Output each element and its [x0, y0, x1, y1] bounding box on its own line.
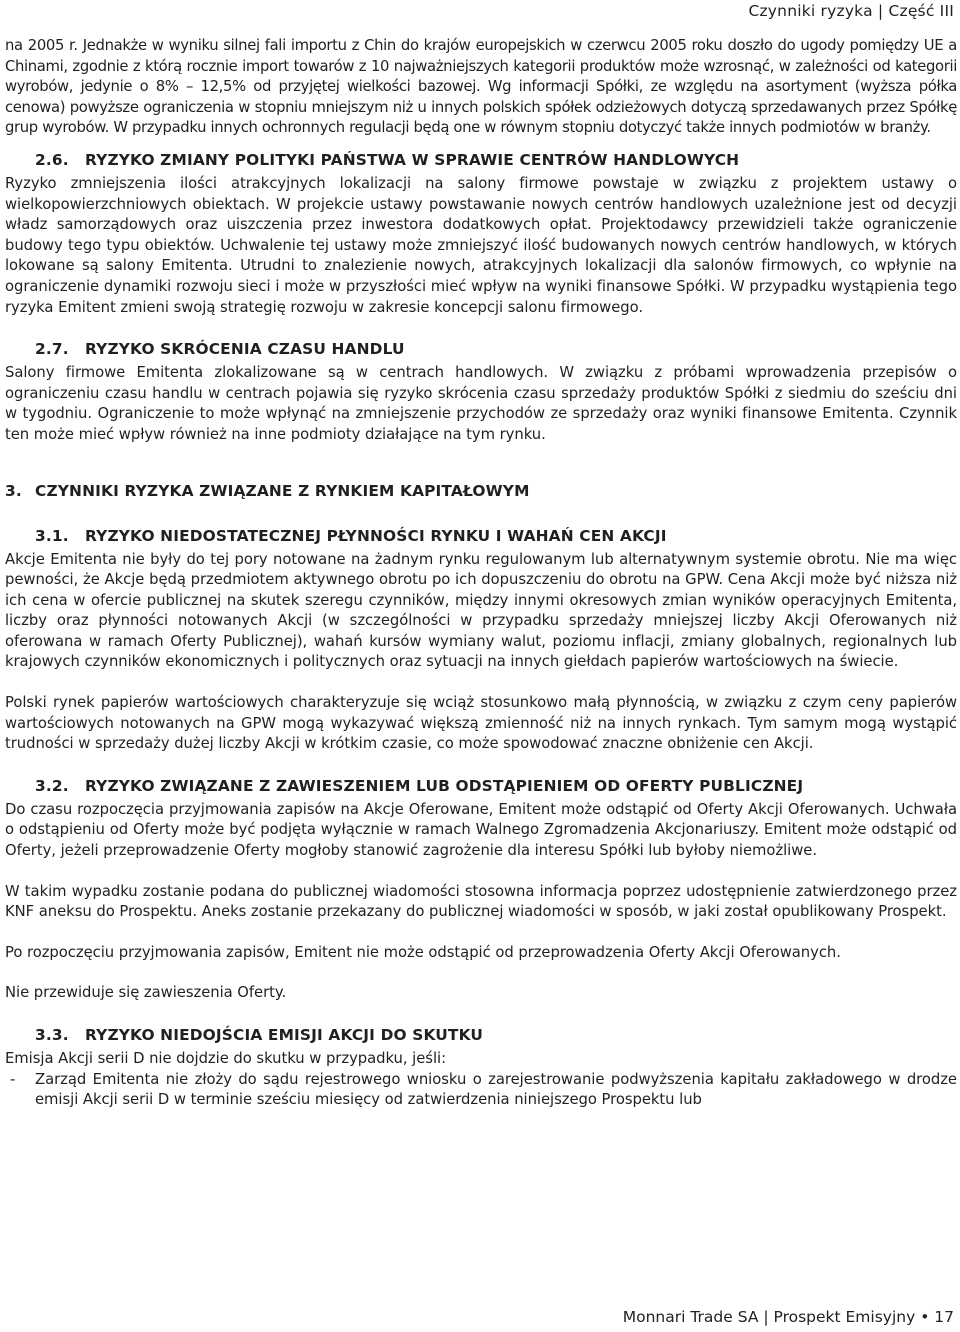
section-3-1-heading [5, 525, 957, 547]
list-item-text: Zarząd Emitenta nie złoży do sądu rejestrowego wniosku o zarejestrowanie podwyższenia kapitału zakładowego w drodze emisji Akcji serii D w terminie sześciu miesięcy od zatwierdzenia niniejszego Prospektu lub [35, 1070, 957, 1109]
section-number: 3.3. [35, 1026, 69, 1044]
section-title: RYZYKO NIEDOJŚCIA EMISJI AKCJI DO SKUTKU [85, 1026, 484, 1044]
section-number: 3.2. [35, 776, 69, 795]
running-footer: Monnari Trade SA | Prospekt Emisyjny • 17 [622, 1308, 954, 1326]
section-number: 3. [5, 481, 22, 500]
section-title: RYZYKO ZMIANY POLITYKI PAŃSTWA W SPRAWIE CENTRÓW HANDLOWYCH [85, 150, 740, 169]
section-2-6-heading [5, 149, 957, 171]
section-3-heading [5, 480, 957, 502]
intro-paragraph: na 2005 r. Jednakże w wyniku silnej fali importu z Chin do krajów europejskich w czerwcu 2005 roku doszło do ugody pomiędzy UE a Chinami, zgodnie z którą rocznie import towarów z 10 najważniejszych kategorii produktów może wzrosnąć, w zależności od kategorii wyrobów, jedynie o 8% – 12,5% od przyjętej wielkości bazowej. Wg informacji Spółki, ze względu na asortyment (wyższa półka cenowa) powyższe ograniczenia w stopniu mniejszym niż u innych polskich spółek odzieżowych dotyczą sprzedawanych przez Spółkę grup wyrobów. W przypadku innych ochronnych regulacji będą one w równym stopniu dotyczyć także innych podmiotów w branży. [5, 37, 957, 137]
section-3-2-paragraph-3: Po rozpoczęciu przyjmowania zapisów, Emitent nie może odstąpić od przeprowadzenia Oferty Akcji Oferowanych. [5, 943, 841, 961]
section-number: 2.7. [35, 340, 69, 359]
section-title: RYZYKO SKRÓCENIA CZASU HANDLU [85, 340, 405, 359]
section-2-7-heading [5, 338, 957, 360]
section-3-2-heading [5, 775, 957, 797]
list-dash: - [10, 1070, 16, 1088]
section-title: CZYNNIKI RYZYKA ZWIĄZANE Z RYNKIEM KAPITAŁOWYM [35, 481, 530, 500]
running-header: Czynniki ryzyka | Część III [748, 2, 954, 20]
page-content [5, 36, 957, 1111]
section-3-2-paragraph-1: Do czasu rozpoczęcia przyjmowania zapisów na Akcje Oferowane, Emitent może odstąpić od Oferty Akcji Oferowanych. Uchwała o odstąpieniu od Oferty może być podjęta wyłącznie w ramach Walnego Zgromadzenia Akcjonariuszy. Emitent może odstąpić od Oferty, jeżeli przeprowadzenie Oferty mogłoby stanowić zagrożenie dla interesu Spółki lub byłoby niemożliwe. [5, 800, 957, 860]
list-item [5, 1070, 957, 1111]
section-2-6-paragraph: Ryzyko zmniejszenia ilości atrakcyjnych lokalizacji na salony firmowe powstaje w związku z projektem ustawy o wielkopowierzchniowych obiektach. W projekcie ustawy powstawanie nowych centrów handlowych uzależnione jest od decyzji władz samorządowych oraz uiszczenia przez inwestora dodatkowych opłat. Projektodawcy przewidzieli także ograniczenie budowy tego typu obiektów. Uchwalenie tej ustawy może zmniejszyć ilość budowanych nowych centrów handlowych, w których lokowane są salony Emitenta. Utrudni to znalezienie nowych, atrakcyjnych lokalizacji dla salonów firmowych, co wpłynie na ograniczenie dynamiki rozwoju sieci i może w przyszłości mieć wpływ na wyniki finansowe Spółki. W przypadku wystąpienia tego ryzyka Emitent zmieni swoją strategię rozwoju w zakresie koncepcji salonu firmowego. [5, 174, 957, 316]
section-3-2-paragraph-4: Nie przewiduje się zawieszenia Oferty. [5, 984, 287, 1002]
section-3-2-paragraph-2: W takim wypadku zostanie podana do publicznej wiadomości stosowna informacja poprzez udostępnienie zatwierdzonego przez KNF aneksu do Prospektu. Aneks zostanie przekazany do publicznej wiadomości w sposób, w jaki został opublikowany Prospekt. [5, 882, 957, 921]
section-number: 3.1. [35, 526, 69, 545]
section-3-1-paragraph-1: Akcje Emitenta nie były do tej pory notowane na żadnym rynku regulowanym lub alternatywnym systemie obrotu. Nie ma więc pewności, że Akcje będą przedmiotem aktywnego obrotu po ich dopuszczeniu do obrotu na GPW. Cena Akcji może być niższa niż ich cena w ofercie publicznej na skutek szeregu czynników, między innymi okresowych zmian wyników operacyjnych Emitenta, liczby oraz płynności notowanych Akcji (w szczególności w przypadku sprzedaży mniejszej liczby Akcji Oferowanych niż oferowana w ramach Oferty Publicznej), wahań kursów wymiany walut, poziomu inflacji, zmiany globalnych, regionalnych lub krajowych czynników ekonomicznych i politycznych oraz sytuacji na innych giełdach papierów wartościowych na świecie. [5, 550, 957, 671]
section-3-3-paragraph-1: Emisja Akcji serii D nie dojdzie do skutku w przypadku, jeśli: [5, 1050, 447, 1067]
section-title: RYZYKO NIEDOSTATECZNEJ PŁYNNOŚCI RYNKU I WAHAŃ CEN AKCJI [85, 526, 667, 545]
section-number: 2.6. [35, 150, 69, 169]
section-3-3-heading [5, 1024, 957, 1046]
section-3-1-paragraph-2: Polski rynek papierów wartościowych charakteryzuje się wciąż stosunkowo małą płynnością, w związku z czym ceny papierów wartościowych notowanych na GPW mogą wykazywać większą zmienność niż na innych rynkach. Tym samym mogą wystąpić trudności w sprzedaży dużej liczby Akcji w krótkim czasie, co może spowodować znaczne obniżenie cen Akcji. [5, 694, 957, 753]
section-2-7-paragraph: Salony firmowe Emitenta zlokalizowane są w centrach handlowych. W związku z próbami wprowadzenia przepisów o ograniczeniu czasu handlu w centrach pojawia się ryzyko skrócenia czasu sprzedaży produktów Spółki z siedmiu do sześciu dni w tygodniu. Ograniczenie to może wpłynąć na zmniejszenie przychodów ze sprzedaży oraz wyniki finansowe Emitenta. Czynnik ten może mieć wpływ również na inne podmioty działające na tym rynku. [5, 364, 957, 443]
section-title: RYZYKO ZWIĄZANE Z ZAWIESZENIEM LUB ODSTĄPIENIEM OD OFERTY PUBLICZNEJ [85, 776, 804, 795]
